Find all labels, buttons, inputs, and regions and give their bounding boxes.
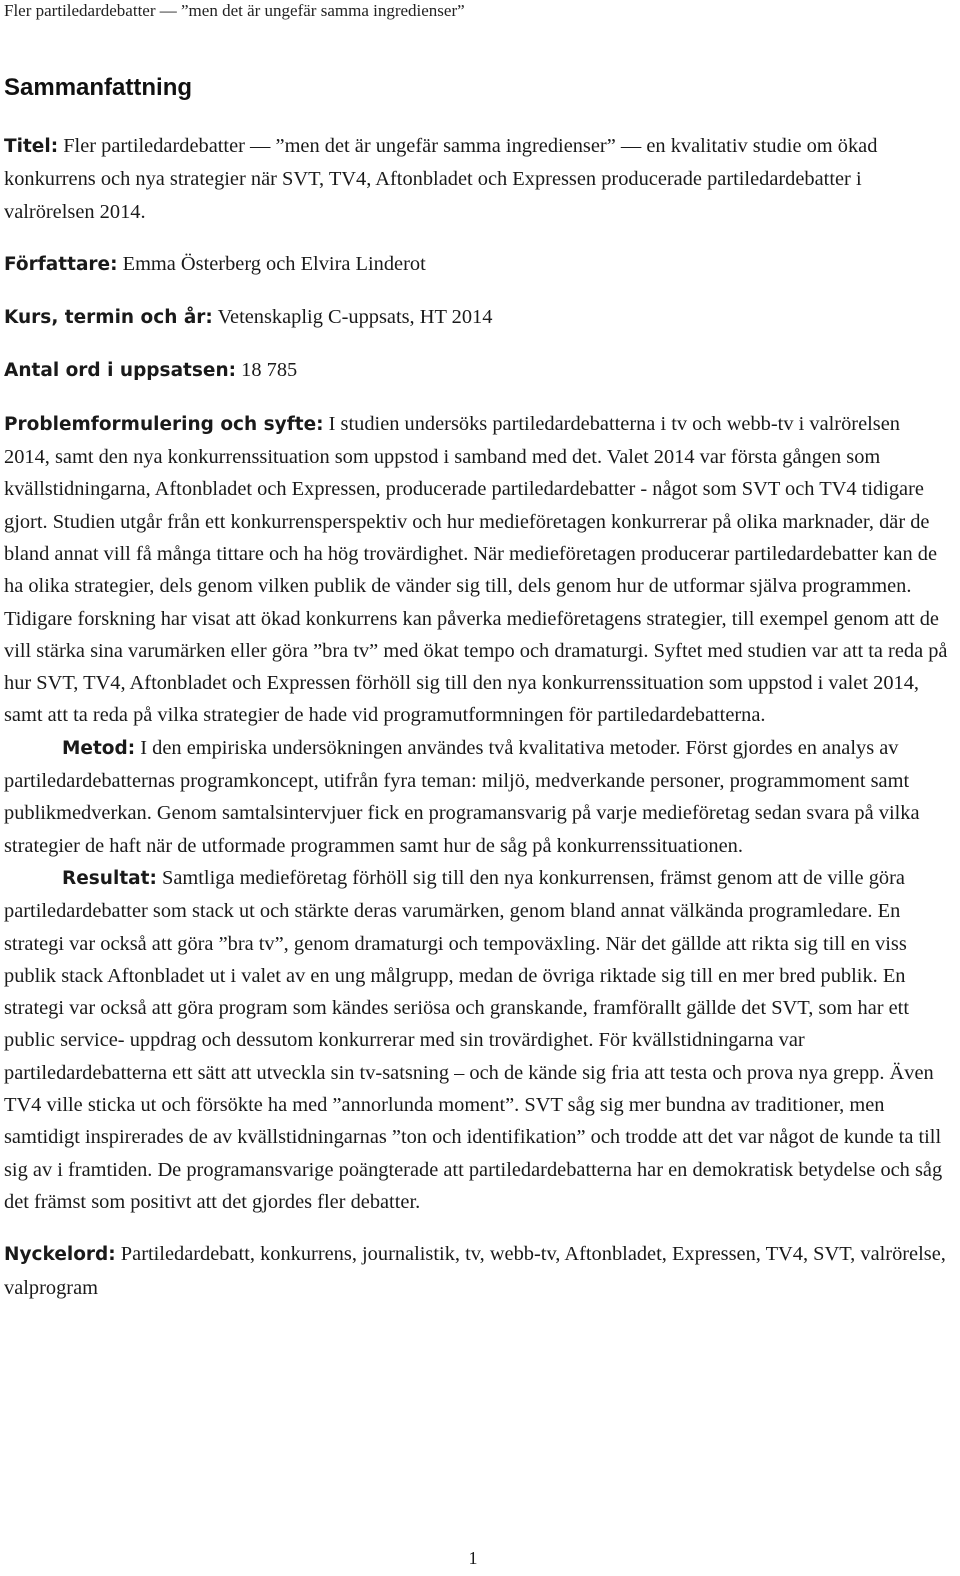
results-paragraph <box>4 862 950 1218</box>
title-value: Fler partiledardebatter ― ”men det är ungefär samma ingredienser” ― en kvalitativ studie om ökad konkurrens och nya strategier när SVT, TV4, Aftonbladet och Expressen producerade partiledardebatter i valrörelsen 2014. <box>4 135 878 223</box>
wordcount-value: 18 785 <box>241 359 298 382</box>
problem-paragraph <box>4 408 950 732</box>
course-value: Vetenskaplig C-uppsats, HT 2014 <box>217 306 493 329</box>
course-paragraph <box>4 301 950 334</box>
document-body <box>4 130 950 1304</box>
title-label: Titel: <box>4 136 59 157</box>
wordcount-label: Antal ord i uppsatsen: <box>4 360 237 382</box>
keywords-label: Nyckelord: <box>4 1244 116 1266</box>
keywords-paragraph <box>4 1238 950 1304</box>
method-paragraph <box>4 732 950 862</box>
keywords-value: Partiledardebatt, konkurrens, journalistik, tv, webb-tv, Aftonbladet, Expressen, TV4, SVT, valrörelse, valprogram <box>4 1243 946 1299</box>
running-header: Fler partiledardebatter ― ”men det är ungefär samma ingredienser” <box>4 1 465 20</box>
course-label: Kurs, termin och år: <box>4 307 213 329</box>
results-text: Samtliga medieföretag förhöll sig till den nya konkurrensen, främst genom att de ville göra partiledardebatter som stack ut och stärkte deras varumärken, genom bland annat välkända programledare. En strategi var också att göra ”bra tv”, genom dramaturgi och tempoväxling. När det gällde att rikta sig till en viss publik stack Aftonbladet ut i valet av en ung målgrupp, medan de övriga riktade sig till en mer bred publik. En strategi var också att göra program som kändes seriösa och granskande, framförallt gällde det SVT, som har ett public service- uppdrag och dessutom konkurrerar med sin trovärdighet. För kvällstidningarna var partiledardebatterna ett sätt att utveckla sin tv-satsning – och de kände sig fria att testa och prova nya grepp. Även TV4 ville sticka ut och försökte ha med ”annorlunda moment”. SVT såg sig mer bundna av traditioner, men samtidigt inspirerades de av kvällstidningarnas ”ton och identifikation” och trodde att det var något de kunde ta till sig av i framtiden. De programansvarige poängterade att partiledardebatterna har en demokratisk betydelse och såg det främst som positivt att det gjordes fler debatter. <box>4 866 943 1213</box>
method-text: I den empiriska undersökningen användes två kvalitativa metoder. Först gjordes en analys av partiledardebatternas programkoncept, utifrån fyra teman: miljö, medverkande personer, programmoment samt publikmedverkan. Genom samtalsintervjuer fick en programansvarig på varje medieföretag sedan svara på vilka strategier de haft när de utformade programmen samt hur de såg på konkurrenssituationen. <box>4 736 920 857</box>
problem-text: I studien undersöks partiledardebatterna i tv och webb-tv i valrörelsen 2014, samt den nya konkurrenssituation som uppstod i samband med det. Valet 2014 var första gången som kvällstidningarna, Aftonbladet och Expressen, producerade partiledardebatter - något som SVT och TV4 tidigare gjort. Studien utgår från ett konkurrensperspektiv och hur medieföretagen konkurrerar på olika marknader, där de bland annat vill få många tittare och ha hög trovärdighet. När medieföretagen producerar partiledardebatter kan de ha olika strategier, dels genom vilken publik de vänder sig till, dels genom hur de utformar själva programmen. Tidigare forskning har visat att ökad konkurrens kan påverka medieföretagens strategier, till exempel genom att de vill stärka sina varumärken eller göra ”bra tv” med ökat tempo och dramaturgi. Syftet med studien var att ta reda på hur SVT, TV4, Aftonbladet och Expressen förhöll sig till den nya konkurrenssituation som uppstod i valet 2014, samt att ta reda på vilka strategier de hade vid programutformningen för partiledardebatterna. <box>4 412 948 727</box>
method-label: Metod: <box>62 737 136 759</box>
title-paragraph <box>4 130 950 228</box>
authors-value: Emma Österberg och Elvira Linderot <box>122 252 426 275</box>
wordcount-paragraph <box>4 354 950 387</box>
authors-label: Författare: <box>4 253 118 275</box>
page-number: 1 <box>468 1548 478 1568</box>
problem-label: Problemformulering och syfte: <box>4 413 324 435</box>
authors-paragraph <box>4 248 950 281</box>
section-title: Sammanfattning <box>4 74 193 101</box>
results-label: Resultat: <box>62 867 157 889</box>
